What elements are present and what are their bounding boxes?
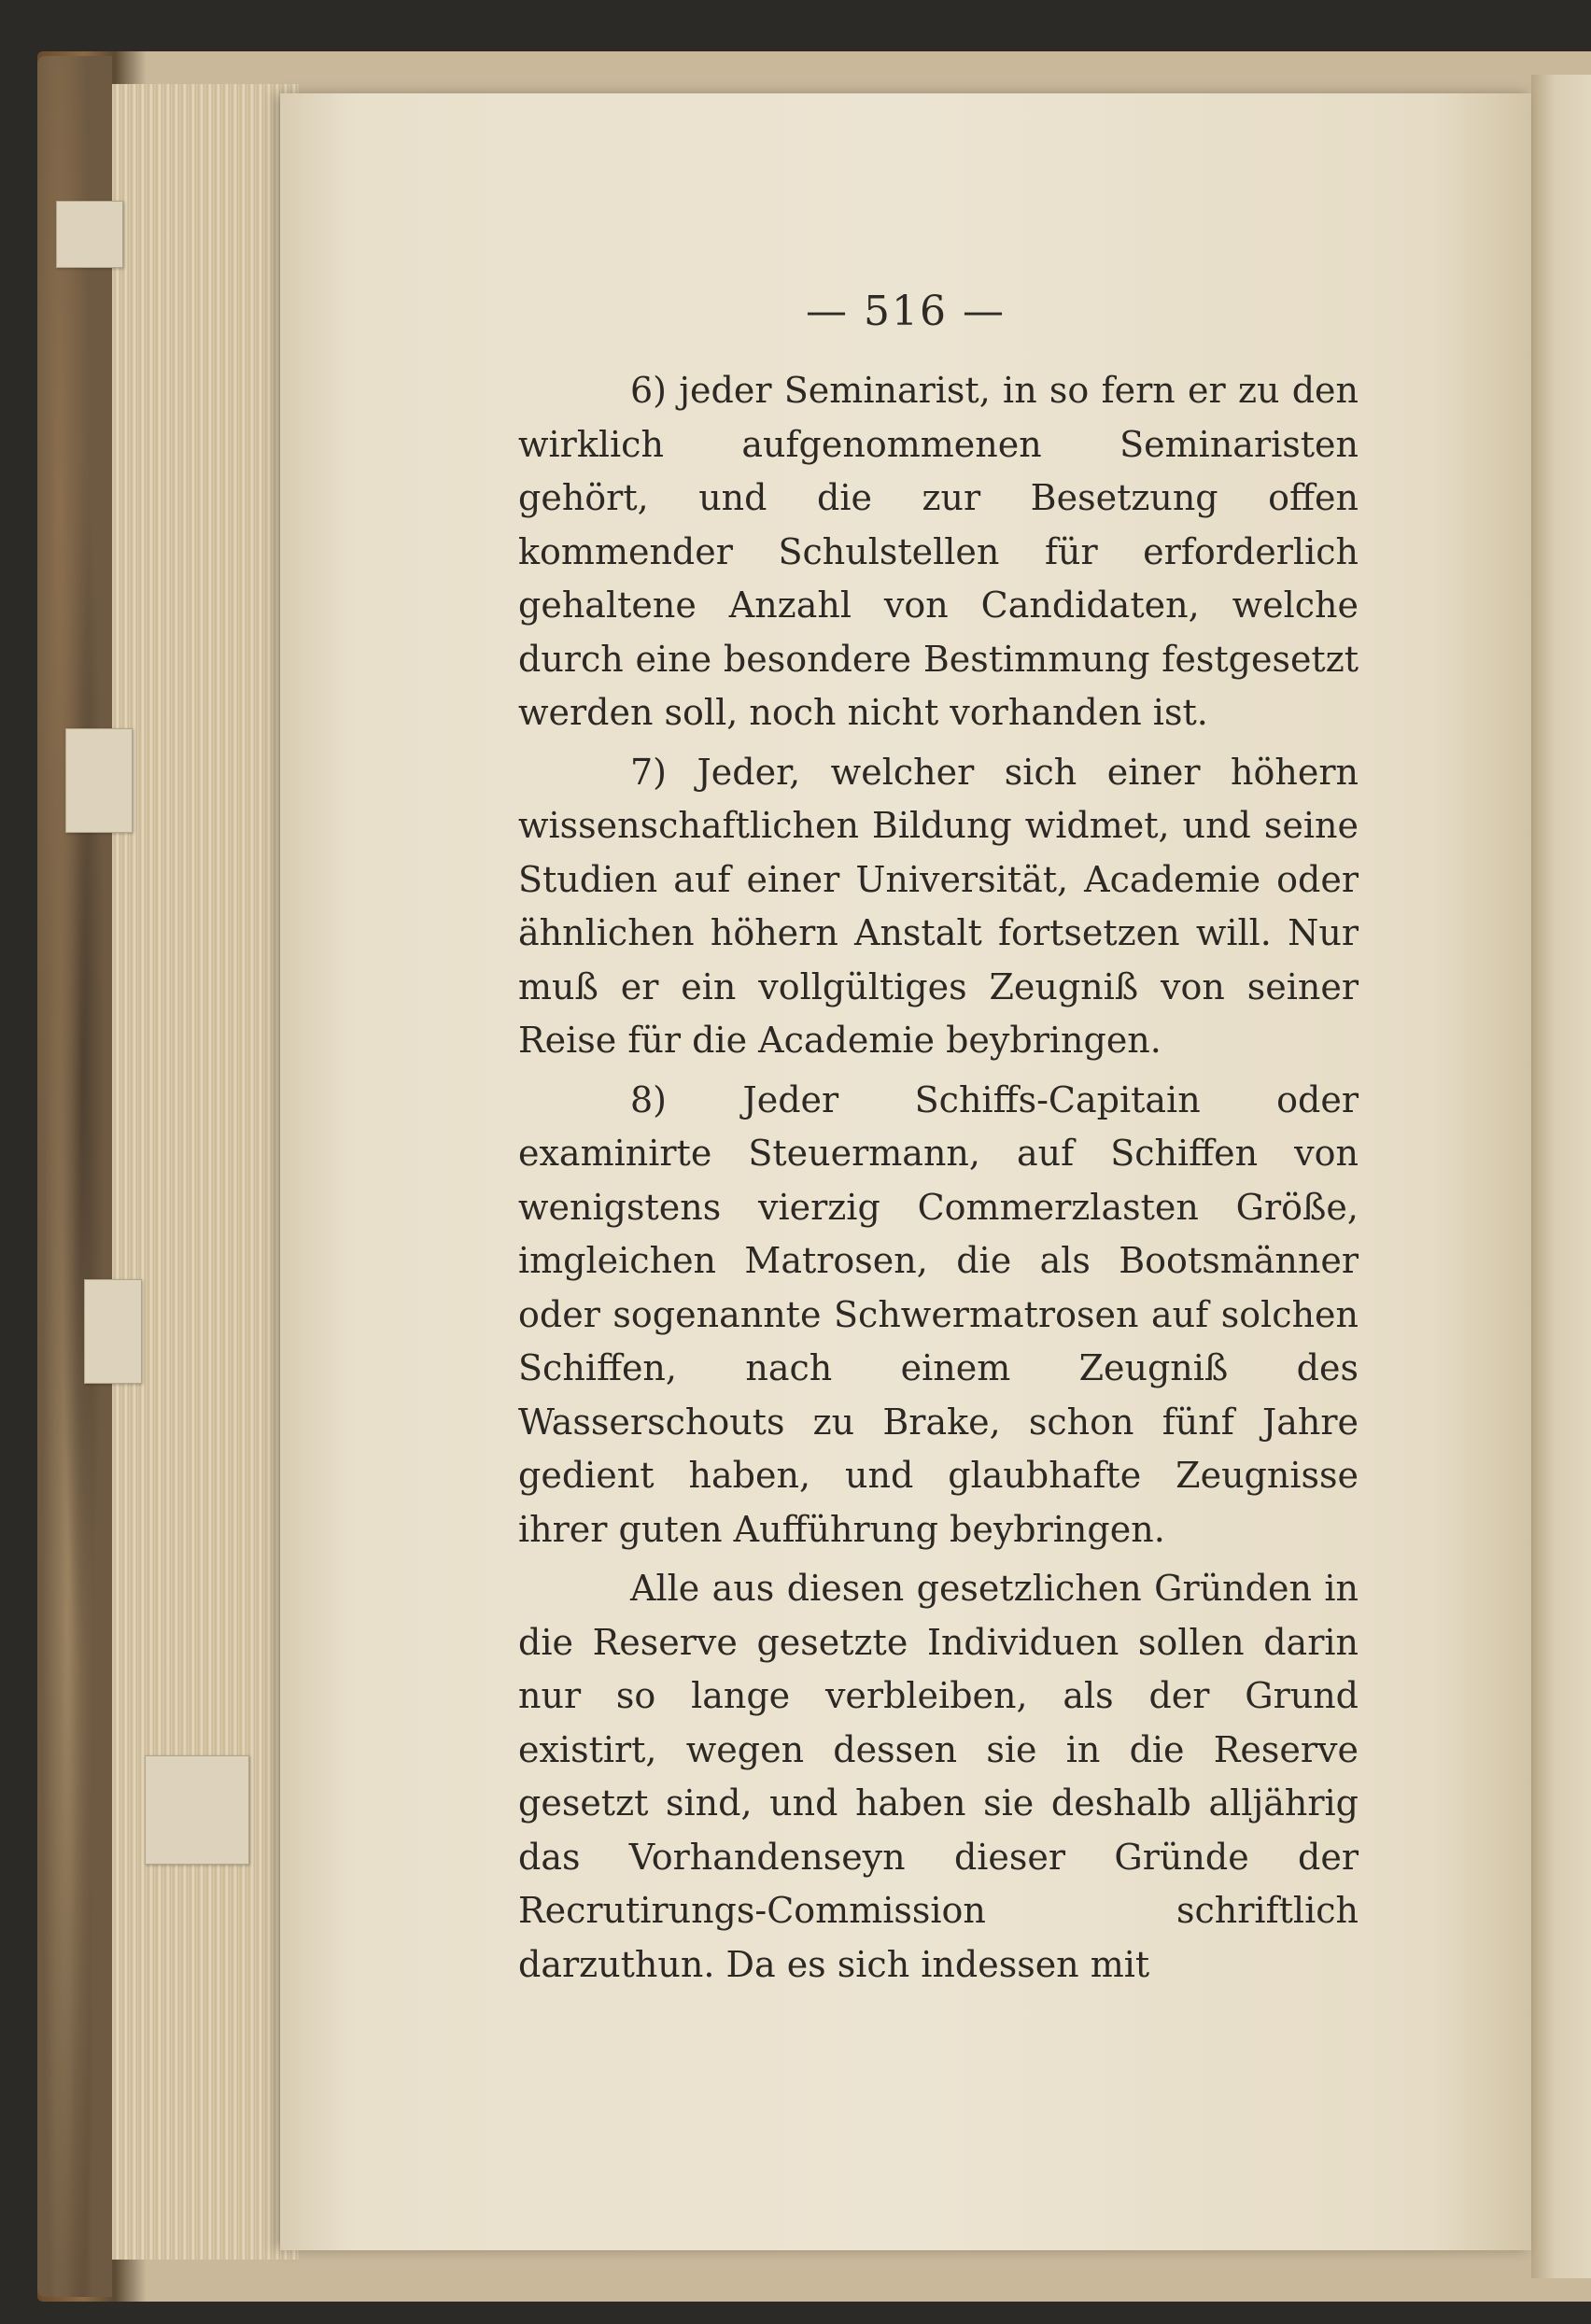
paragraph-item-8: 8) Jeder Schiffs-Capitain oder examinirte Steuermann, auf Schiffen von wenigstens vierzig Commerzlasten Größe, imgleichen Matrosen, die als Bootsmänner oder sogenannte Schwermatrosen auf solchen Schiffen, nach einem Zeugniß des Wasserschouts zu Brake, schon fünf Jahre gedient haben, und glaubhafte Zeugnisse ihrer guten Aufführung beybringen.	[518, 1078, 1359, 1550]
paragraph-item-6: 6) jeder Seminarist, in so fern er zu den wirklich aufgenommenen Seminaristen gehört, und die zur Besetzung offen kommender Schulstellen für erforderlich gehaltene Anzahl von Candidaten, welche durch eine besondere Bestimmung festgesetzt werden soll, noch nicht vorhanden ist.	[518, 370, 1359, 733]
paragraph-item-7: 7) Jeder, welcher sich einer höhern wissenschaftlichen Bildung widmet, und seine Studien auf einer Universität, Academie oder ähnlichen höhern Anstalt fortsetzen will. Nur muß er ein vollgültiges Zeugniß von seiner Reise für die Academie beybringen.	[518, 751, 1359, 1061]
page-number: — 516 —	[806, 288, 1006, 335]
paper-tab	[84, 1279, 142, 1384]
marbled-cover-edge	[37, 56, 112, 2297]
facing-page-edge	[1531, 75, 1591, 2278]
page-stack-edges	[112, 84, 299, 2260]
paper-tab	[65, 728, 133, 833]
book-page	[280, 93, 1531, 2250]
body-text	[518, 364, 1359, 1992]
paper-tab	[145, 1755, 249, 1865]
paper-tab	[56, 201, 123, 268]
paragraph-reserve: Alle aus diesen gesetzlichen Gründen in die Reserve gesetzte Individuen sollen darin nur so lange verbleiben, als der Grund existirt, wegen dessen sie in die Reserve gesetzt sind, und haben sie deshalb alljährig das Vorhandenseyn dieser Gründe der Recrutirungs-Commission schriftlich darzuthun. Da es sich indessen mit	[518, 1568, 1359, 1985]
